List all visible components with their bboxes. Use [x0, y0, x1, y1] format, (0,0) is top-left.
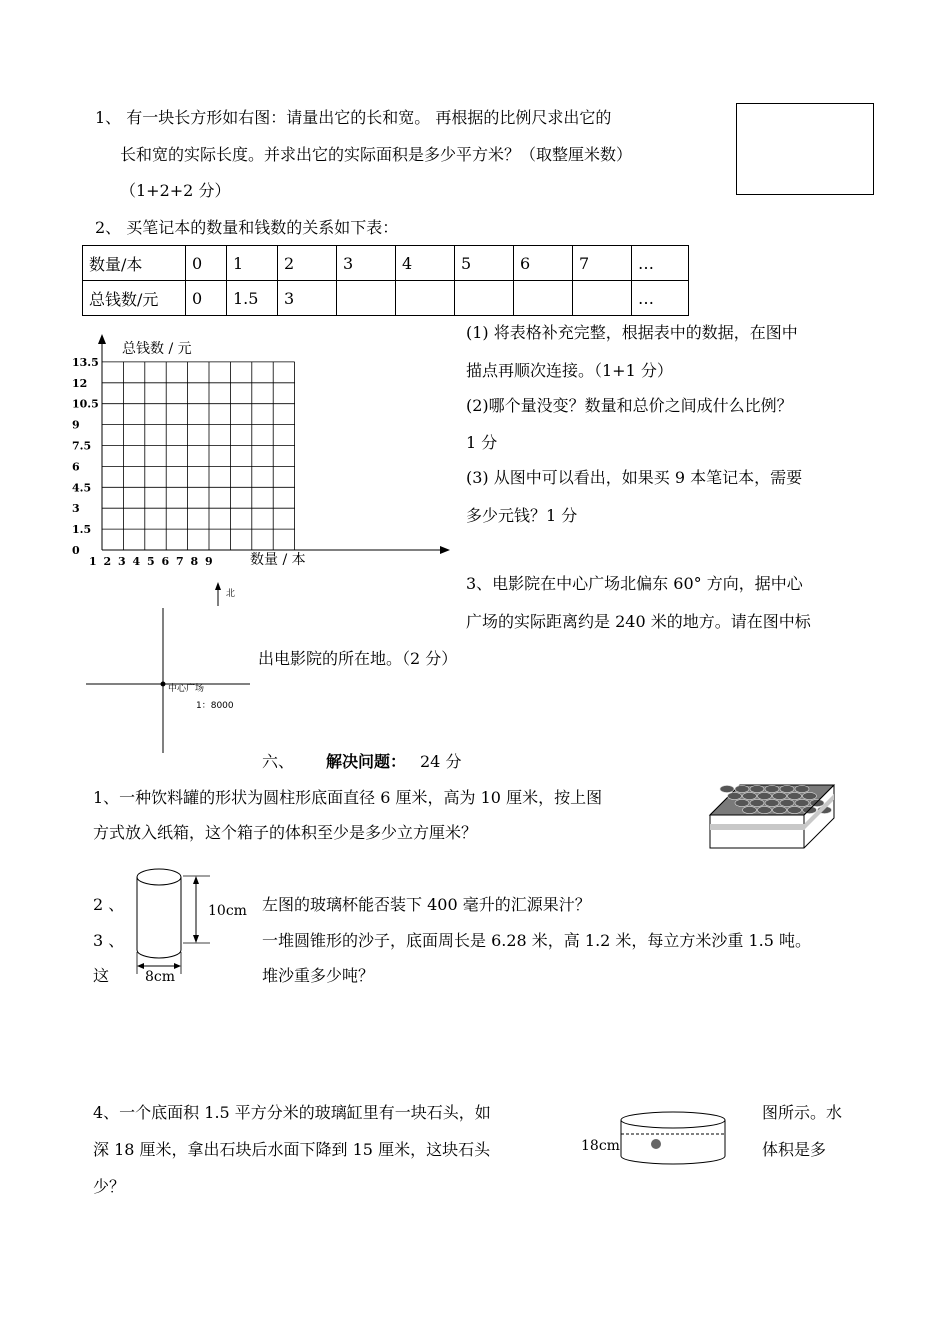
y-tick-label: 1.5	[72, 523, 92, 537]
table-cell	[337, 281, 396, 316]
q1-line3: （1+2+2 分）	[120, 181, 231, 200]
x-tick-label: 3	[118, 555, 126, 568]
can-top	[720, 785, 734, 792]
q2-sub1b: 描点再顺次连接。（1+1 分）	[466, 361, 673, 380]
y-tick-label: 10.5	[72, 397, 99, 411]
chart-xlabel: 数量 / 本	[250, 552, 306, 568]
table-cell: 4	[396, 246, 455, 281]
x-axis-arrow-icon	[440, 546, 450, 554]
y-tick-label: 12	[72, 376, 88, 390]
price-chart	[60, 330, 460, 570]
table-cell	[573, 281, 632, 316]
height-label: 10cm	[208, 903, 247, 919]
q2-sub3a: (3) 从图中可以看出，如果买 9 本笔记本，需要	[466, 468, 803, 487]
y-tick-label: 7.5	[72, 439, 92, 453]
q2-intro: 2、 买笔记本的数量和钱数的关系如下表：	[95, 218, 399, 237]
can-box-figure	[707, 780, 837, 850]
can-top	[750, 799, 764, 806]
y-tick-label: 9	[72, 418, 80, 432]
can-top	[803, 792, 817, 799]
x-tick-label: 9	[205, 555, 213, 568]
q3-line3: 出电影院的所在地。（2 分）	[258, 649, 458, 668]
p4-line1: 4、一个底面积 1.5 平方分米的玻璃缸里有一块石头，如	[93, 1103, 491, 1122]
can-top	[728, 792, 742, 799]
table-cell: …	[632, 246, 689, 281]
can-top	[758, 792, 772, 799]
diameter-label: 8cm	[145, 969, 176, 985]
p3-text2: 堆沙重多少吨？	[262, 966, 375, 985]
table-cell: 0	[186, 246, 227, 281]
table-cell	[514, 281, 573, 316]
q1-line1: 1、 有一块长方形如右图：请量出它的长和宽。 再根据的比例尺求出它的	[95, 108, 612, 127]
table-cell: 6	[514, 246, 573, 281]
tank-label: 18cm	[581, 1138, 620, 1154]
section6-score: 24 分	[420, 752, 462, 771]
compass-diagram	[80, 578, 260, 758]
p4-line1b: 图所示。水	[762, 1103, 843, 1122]
can-top	[795, 799, 809, 806]
can-top	[765, 785, 779, 792]
can-top	[795, 785, 809, 792]
table-cell: 5	[455, 246, 514, 281]
can-top	[810, 799, 824, 806]
p2-num: 2 、	[93, 895, 125, 914]
y-tick-label: 0	[72, 544, 80, 557]
x-tick-label: 5	[147, 555, 155, 568]
p1-line1: 1、一种饮料罐的形状为圆柱形底面直径 6 厘米，高为 10 厘米，按上图	[93, 788, 603, 807]
section6-num: 六、	[262, 752, 295, 771]
p4-line2b: 体积是多	[762, 1140, 827, 1159]
y-axis-arrow-icon	[98, 334, 106, 344]
can-top	[788, 792, 802, 799]
section6-title: 解决问题：	[326, 752, 407, 771]
table-row	[83, 246, 689, 281]
q3-line1: 3、电影院在中心广场北偏东 60° 方向，据中心	[466, 574, 803, 593]
can-top	[750, 785, 764, 792]
table-cell: 3	[337, 246, 396, 281]
p3-num: 3 、	[93, 931, 125, 950]
x-tick-label: 1	[89, 555, 97, 568]
can-top	[765, 799, 779, 806]
y-tick-label: 4.5	[72, 481, 92, 495]
rectangle-figure	[736, 103, 874, 195]
can-top	[780, 785, 794, 792]
fish-tank-figure	[615, 1110, 735, 1170]
can-top	[735, 785, 749, 792]
table-cell: 7	[573, 246, 632, 281]
p2-text: 左图的玻璃杯能否装下 400 毫升的汇源果汁？	[262, 895, 591, 914]
north-arrow-icon	[215, 582, 221, 590]
can-top	[780, 799, 794, 806]
p4-line3: 少？	[93, 1177, 126, 1196]
table-cell	[455, 281, 514, 316]
x-tick-label: 2	[103, 555, 112, 568]
p4-line2: 深 18 厘米，拿出石块后水面下降到 15 厘米，这块石头	[93, 1140, 491, 1159]
can-top	[773, 806, 787, 813]
q2-sub1a: (1) 将表格补充完整，根据表中的数据，在图中	[466, 323, 798, 342]
table-cell: 0	[186, 281, 227, 316]
q3-line2: 广场的实际距离约是 240 米的地方。请在图中标	[466, 612, 811, 631]
p3-text: 一堆圆锥形的沙子，底面周长是 6.28 米，高 1.2 米，每立方米沙重 1.5 吨。	[262, 931, 812, 950]
can-top	[758, 806, 772, 813]
y-tick-label: 3	[72, 502, 80, 516]
x-tick-label: 4	[132, 555, 141, 568]
can-top	[788, 806, 802, 813]
table-cell: 1.5	[227, 281, 278, 316]
table-row	[83, 281, 689, 316]
table-cell: 2	[278, 246, 337, 281]
price-table	[82, 245, 689, 316]
can-top	[743, 806, 757, 813]
q2-sub2b: 1 分	[466, 433, 498, 452]
table-cell: 1	[227, 246, 278, 281]
x-tick-label: 8	[190, 555, 199, 568]
table-cell	[396, 281, 455, 316]
q2-sub2a: (2)哪个量没变？数量和总价之间成什么比例？	[466, 396, 793, 415]
can-top	[743, 792, 757, 799]
table-cell: 3	[278, 281, 337, 316]
x-tick-label: 6	[161, 555, 170, 568]
x-tick-label: 7	[176, 555, 184, 568]
center-point	[161, 682, 166, 687]
scale-label: 1：8000	[196, 701, 234, 711]
y-tick-label: 13.5	[72, 355, 99, 369]
north-label: 北	[226, 589, 236, 599]
table-cell: 总钱数/元	[83, 281, 186, 316]
p1-line2: 方式放入纸箱，这个箱子的体积至少是多少立方厘米？	[93, 823, 478, 842]
y-tick-label: 6	[72, 460, 80, 474]
p3-zhe: 这	[93, 966, 110, 985]
q1-line2: 长和宽的实际长度。并求出它的实际面积是多少平方米？（取整厘米数）	[120, 145, 633, 164]
chart-ylabel: 总钱数 / 元	[122, 341, 192, 357]
q2-sub3b: 多少元钱？1 分	[466, 506, 578, 525]
can-top	[735, 799, 749, 806]
stone	[651, 1139, 661, 1149]
table-cell: 数量/本	[83, 246, 186, 281]
can-top	[773, 792, 787, 799]
table-cell: …	[632, 281, 689, 316]
center-label: 中心广场	[168, 684, 205, 694]
